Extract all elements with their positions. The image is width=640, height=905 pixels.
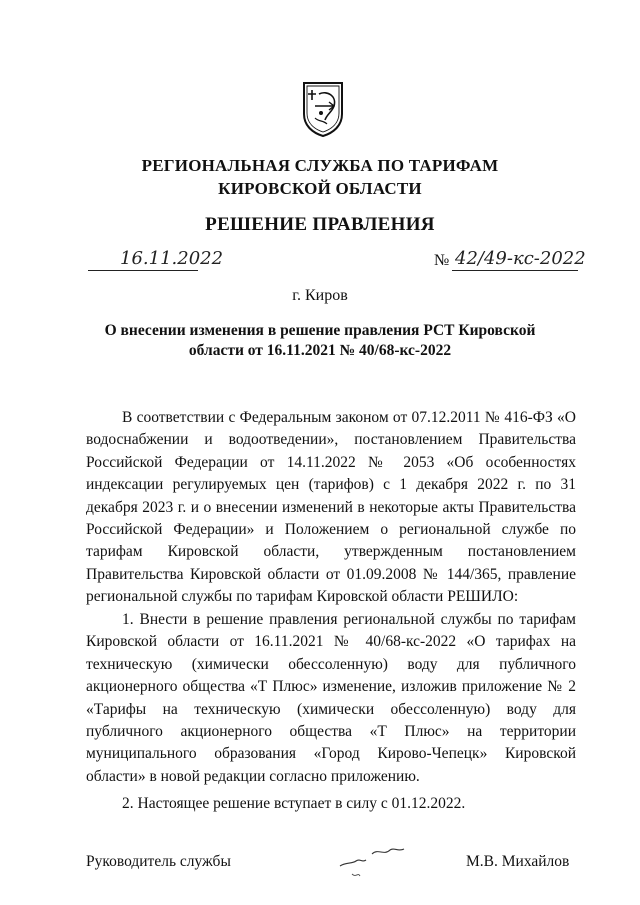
number-underline <box>452 270 578 271</box>
number-label: № <box>434 252 450 269</box>
decision-date: 16.11.2022 <box>120 248 224 269</box>
org-name-line2: КИРОВСКОЙ ОБЛАСТИ <box>218 179 422 198</box>
subject-line1: О внесении изменения в решение правления РСТ Кировской <box>104 322 536 339</box>
decision-number: 42/49-кс-2022 <box>455 248 586 269</box>
paragraph-item-2 <box>86 793 576 815</box>
date-underline <box>88 270 198 271</box>
paragraph-text: 1. Внести в решение правления региональной службы по тарифам Кировской области от 16.11.2021 № 40/68-кс-2022 «О тарифах на техническую (химически обессоленную) воду для публичного акционерного общества «Т Плюс» изменение, изложив приложение № 2 «Тарифы на техническую (химически обессоленную) воду для публичного акционерного общества «Т Плюс» на территории муниципального образования «Город Кирово-Чепецк» Кировской области» в новой редакции согласно приложению. <box>86 611 576 785</box>
city: г. Киров <box>292 287 348 304</box>
document-type-title: РЕШЕНИЕ ПРАВЛЕНИЯ <box>205 214 435 235</box>
handwritten-signature <box>332 836 422 896</box>
paragraph-text: В соответствии с Федеральным законом от 07.12.2011 № 416-ФЗ «О водоснабжении и водоотведении», постановлением Правительства Российской Федерации от 14.11.2022 № 2053 «Об особенностях индексации регулируемых цен (тарифов) с 1 декабря 2022 г. по 31 декабря 2023 г. и о внесении изменений в некоторые акты Правительства Российской Федерации» и Положением о региональной службе по тарифам Кировской области, утвержденным постановлением Правительства Кировской области от 01.09.2008 № 144/365, правление региональной службы по тарифам Кировской области РЕШИЛО: <box>86 409 576 606</box>
subject-line2: области от 16.11.2021 № 40/68-кс-2022 <box>188 342 452 359</box>
signer-role: Руководитель службы <box>86 853 231 870</box>
org-name-line1: РЕГИОНАЛЬНАЯ СЛУЖБА ПО ТАРИФАМ <box>141 156 499 175</box>
paragraph-item-1 <box>86 609 576 788</box>
coat-of-arms-icon <box>301 80 345 138</box>
paragraph-preamble <box>86 407 576 609</box>
paragraph-text: 2. Настоящее решение вступает в силу с 01.12.2022. <box>122 795 466 812</box>
signer-name: М.В. Михайлов <box>466 853 570 870</box>
